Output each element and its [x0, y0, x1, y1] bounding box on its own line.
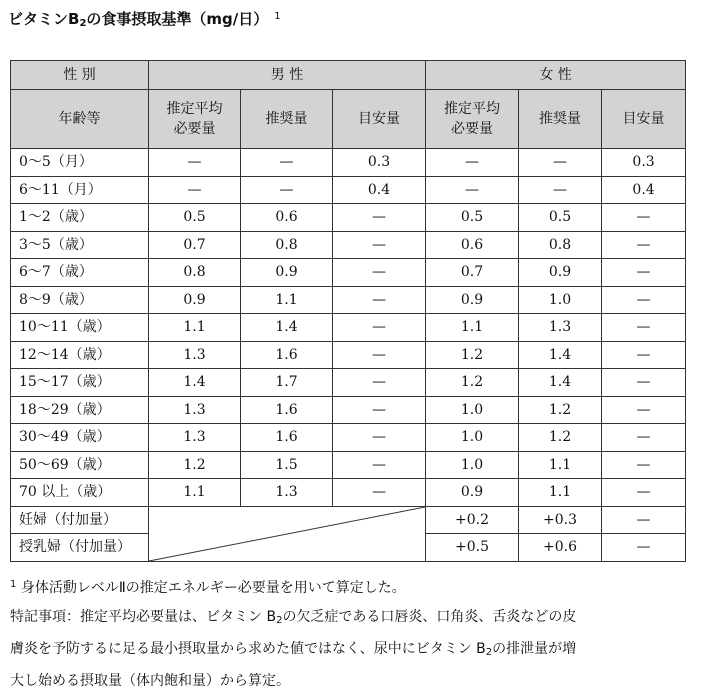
age-cell: 8～9（歳）	[11, 286, 149, 314]
header-ear-line1: 推定平均	[166, 101, 223, 117]
special-note-c: 膚炎を予防するに足る最小摂取量から求めた値ではなく、尿中にビタミン B	[10, 641, 486, 657]
female-rda-cell: 1.2	[519, 396, 602, 424]
male-ai-cell: —	[333, 286, 426, 314]
special-note-b: の欠乏症である口唇炎、口角炎、舌炎などの皮	[282, 609, 577, 625]
table-row-pregnant	[11, 506, 686, 534]
female-ai-cell: —	[602, 314, 686, 342]
male-ai-cell: —	[333, 396, 426, 424]
male-ai-cell: —	[333, 259, 426, 287]
table-row	[11, 259, 686, 287]
age-cell: 18～29（歳）	[11, 396, 149, 424]
age-cell: 50～69（歳）	[11, 451, 149, 479]
male-ai-cell: —	[333, 369, 426, 397]
female-ai-cell: —	[602, 286, 686, 314]
female-rda-cell: 1.1	[519, 451, 602, 479]
female-ai-cell: —	[602, 369, 686, 397]
male-ai-cell: —	[333, 204, 426, 232]
female-ai-cell: —	[602, 396, 686, 424]
lactating-label-cell: 授乳婦（付加量）	[11, 534, 149, 562]
header-female-ai: 目安量	[602, 90, 686, 149]
male-rda-cell: 0.8	[241, 231, 333, 259]
female-ear-cell: —	[426, 176, 519, 204]
age-cell: 6～11（月）	[11, 176, 149, 204]
male-ai-cell: —	[333, 341, 426, 369]
pregnant-female-ear-cell: +0.2	[426, 506, 519, 534]
male-ear-cell: 0.8	[149, 259, 241, 287]
footnote-mark: 1	[10, 579, 17, 590]
special-note-line2	[10, 635, 690, 667]
header-row-metrics	[11, 90, 686, 149]
title-rest: の食事摂取基準（mg/日）	[86, 10, 269, 28]
notes	[10, 570, 690, 696]
title-main: ビタミンB	[8, 10, 80, 28]
male-ear-cell: 1.3	[149, 396, 241, 424]
male-rda-cell: 1.5	[241, 451, 333, 479]
female-rda-cell: 0.8	[519, 231, 602, 259]
female-ear-cell: 1.0	[426, 396, 519, 424]
female-ai-cell: —	[602, 341, 686, 369]
special-note-sub2: 2	[485, 647, 493, 658]
male-rda-cell: 1.4	[241, 314, 333, 342]
male-ear-cell: 1.4	[149, 369, 241, 397]
table-row	[11, 286, 686, 314]
title-footnote-mark: 1	[274, 11, 281, 22]
lactating-female-ear-cell: +0.5	[426, 534, 519, 562]
age-cell: 1～2（歳）	[11, 204, 149, 232]
male-rda-cell: 1.6	[241, 396, 333, 424]
not-applicable-diagonal-cell	[149, 506, 426, 561]
female-ai-cell: —	[602, 451, 686, 479]
header-ear-line2: 必要量	[451, 121, 494, 137]
female-rda-cell: 1.1	[519, 479, 602, 507]
female-ear-cell: 1.0	[426, 451, 519, 479]
diagonal-line	[149, 507, 425, 561]
age-cell: 10～11（歳）	[11, 314, 149, 342]
female-rda-cell: 1.4	[519, 369, 602, 397]
table-row	[11, 396, 686, 424]
male-rda-cell: 0.6	[241, 204, 333, 232]
female-ai-cell: —	[602, 231, 686, 259]
pregnant-label-cell: 妊婦（付加量）	[11, 506, 149, 534]
female-ear-cell: 0.9	[426, 479, 519, 507]
header-ear-line2: 必要量	[173, 121, 216, 137]
age-cell: 70 以上（歳）	[11, 479, 149, 507]
table-row	[11, 424, 686, 452]
table-row	[11, 479, 686, 507]
female-ear-cell: 1.2	[426, 369, 519, 397]
header-male-ear	[149, 90, 241, 149]
female-ear-cell: 0.9	[426, 286, 519, 314]
header-male: 男 性	[149, 61, 426, 90]
table-row	[11, 451, 686, 479]
male-ai-cell: —	[333, 314, 426, 342]
male-ai-cell: 0.4	[333, 176, 426, 204]
age-cell: 15～17（歳）	[11, 369, 149, 397]
female-rda-cell: —	[519, 176, 602, 204]
male-rda-cell: 1.1	[241, 286, 333, 314]
age-cell: 12～14（歳）	[11, 341, 149, 369]
header-sex: 性 別	[11, 61, 149, 90]
male-rda-cell: —	[241, 176, 333, 204]
male-ear-cell: 0.9	[149, 286, 241, 314]
male-rda-cell: 1.6	[241, 341, 333, 369]
age-cell: 30～49（歳）	[11, 424, 149, 452]
header-female-rda: 推奨量	[519, 90, 602, 149]
female-ear-cell: 0.7	[426, 259, 519, 287]
table-row	[11, 149, 686, 177]
male-ear-cell: 0.7	[149, 231, 241, 259]
age-cell: 6～7（歳）	[11, 259, 149, 287]
female-ai-cell: —	[602, 479, 686, 507]
male-ear-cell: —	[149, 176, 241, 204]
header-female: 女 性	[426, 61, 686, 90]
male-rda-cell: 1.7	[241, 369, 333, 397]
male-rda-cell: 0.9	[241, 259, 333, 287]
footnote	[10, 570, 690, 603]
male-ai-cell: —	[333, 424, 426, 452]
male-rda-cell: 1.6	[241, 424, 333, 452]
table-row	[11, 369, 686, 397]
special-note-a: 特記事項：推定平均必要量は、ビタミン B	[10, 609, 277, 625]
header-male-rda: 推奨量	[241, 90, 333, 149]
age-cell: 0～5（月）	[11, 149, 149, 177]
special-note-sub1: 2	[276, 615, 283, 626]
female-ai-cell: —	[602, 424, 686, 452]
female-rda-cell: 0.5	[519, 204, 602, 232]
header-female-ear	[426, 90, 519, 149]
female-ai-cell: 0.3	[602, 149, 686, 177]
header-row-sex	[11, 61, 686, 90]
header-male-ai: 目安量	[333, 90, 426, 149]
male-ear-cell: 1.1	[149, 314, 241, 342]
title-subscript: 2	[79, 18, 87, 29]
age-cell: 3～5（歳）	[11, 231, 149, 259]
table-body	[11, 149, 686, 562]
male-rda-cell: 1.3	[241, 479, 333, 507]
male-ear-cell: 0.5	[149, 204, 241, 232]
female-ear-cell: 1.1	[426, 314, 519, 342]
female-rda-cell: 1.2	[519, 424, 602, 452]
lactating-female-rda-cell: +0.6	[519, 534, 602, 562]
lactating-female-ai-cell: —	[602, 534, 686, 562]
pregnant-female-rda-cell: +0.3	[519, 506, 602, 534]
table-row	[11, 231, 686, 259]
special-note-d: の排泄量が増	[492, 641, 577, 657]
female-ai-cell: —	[602, 259, 686, 287]
vitamin-b2-intake-table	[10, 60, 686, 562]
header-ear-line1: 推定平均	[444, 101, 501, 117]
male-ear-cell: 1.1	[149, 479, 241, 507]
male-ai-cell: 0.3	[333, 149, 426, 177]
female-ear-cell: 0.6	[426, 231, 519, 259]
male-ear-cell: 1.3	[149, 424, 241, 452]
special-note-line3	[10, 667, 690, 696]
table-row	[11, 314, 686, 342]
female-rda-cell: 1.0	[519, 286, 602, 314]
female-ai-cell: 0.4	[602, 176, 686, 204]
male-ear-cell: 1.2	[149, 451, 241, 479]
page-title	[8, 8, 281, 29]
male-ear-cell: —	[149, 149, 241, 177]
pregnant-female-ai-cell: —	[602, 506, 686, 534]
male-ear-cell: 1.3	[149, 341, 241, 369]
header-age: 年齢等	[11, 90, 149, 149]
female-ear-cell: 1.0	[426, 424, 519, 452]
male-ai-cell: —	[333, 479, 426, 507]
special-note-e: 大し始める摂取量（体内飽和量）から算定。	[10, 673, 290, 689]
male-rda-cell: —	[241, 149, 333, 177]
female-ai-cell: —	[602, 204, 686, 232]
female-ear-cell: 0.5	[426, 204, 519, 232]
table-row	[11, 341, 686, 369]
special-note-line1	[10, 603, 690, 635]
male-ai-cell: —	[333, 451, 426, 479]
footnote-text: 身体活動レベルⅡの推定エネルギー必要量を用いて算定した。	[20, 580, 406, 596]
table-row	[11, 204, 686, 232]
female-rda-cell: 1.3	[519, 314, 602, 342]
female-rda-cell: 1.4	[519, 341, 602, 369]
female-ear-cell: —	[426, 149, 519, 177]
male-ai-cell: —	[333, 231, 426, 259]
female-rda-cell: 0.9	[519, 259, 602, 287]
female-ear-cell: 1.2	[426, 341, 519, 369]
table-row	[11, 176, 686, 204]
female-rda-cell: —	[519, 149, 602, 177]
